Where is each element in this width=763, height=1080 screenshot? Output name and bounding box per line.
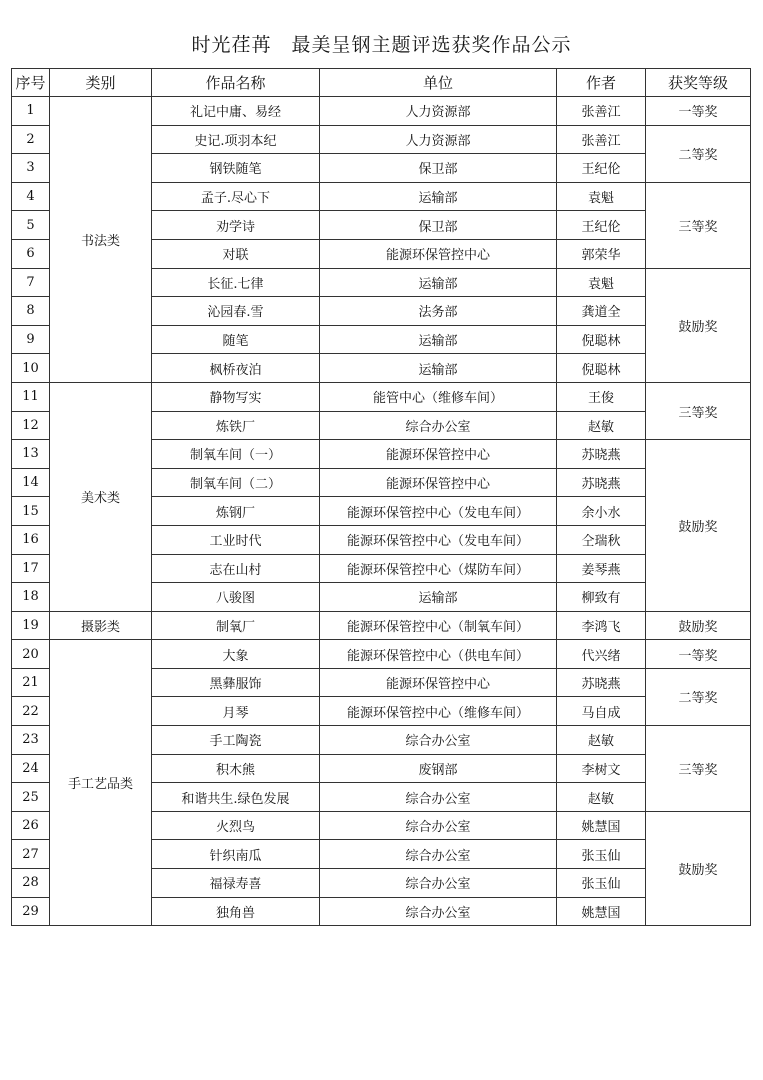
cell-work: 火烈鸟: [152, 811, 320, 840]
cell-unit: 综合办公室: [320, 840, 557, 869]
cell-author: 袁魁: [557, 182, 646, 211]
cell-work: 和谐共生.绿色发展: [152, 783, 320, 812]
cell-work: 福禄寿喜: [152, 869, 320, 898]
cell-author: 龚道全: [557, 297, 646, 326]
cell-work: 制氧车间（一）: [152, 440, 320, 469]
cell-unit: 运输部: [320, 354, 557, 383]
cell-work: 礼记中庸、易经: [152, 97, 320, 126]
cell-index: 29: [12, 897, 50, 926]
cell-index: 1: [12, 97, 50, 126]
cell-author: 张玉仙: [557, 869, 646, 898]
cell-work: 静物写实: [152, 382, 320, 411]
cell-index: 17: [12, 554, 50, 583]
cell-unit: 人力资源部: [320, 97, 557, 126]
header-author: 作者: [557, 69, 646, 97]
cell-unit: 能源环保管控中心（制氧车间）: [320, 611, 557, 640]
cell-work: 月琴: [152, 697, 320, 726]
cell-work: 工业时代: [152, 525, 320, 554]
cell-category: 美术类: [50, 382, 152, 611]
cell-unit: 人力资源部: [320, 125, 557, 154]
cell-author: 张玉仙: [557, 840, 646, 869]
cell-index: 3: [12, 154, 50, 183]
cell-work: 制氧车间（二）: [152, 468, 320, 497]
cell-unit: 能源环保管控中心: [320, 668, 557, 697]
table-row: [12, 640, 751, 669]
cell-unit: 综合办公室: [320, 897, 557, 926]
cell-work: 积木熊: [152, 754, 320, 783]
cell-category: 摄影类: [50, 611, 152, 640]
header-work: 作品名称: [152, 69, 320, 97]
cell-work: 手工陶瓷: [152, 726, 320, 755]
page-title: 时光荏苒 最美呈钢主题评选获奖作品公示: [191, 34, 572, 56]
cell-author: 柳致有: [557, 583, 646, 612]
cell-award: 鼓励奖: [646, 268, 751, 382]
cell-work: 大象: [152, 640, 320, 669]
cell-index: 23: [12, 726, 50, 755]
cell-author: 郭荣华: [557, 239, 646, 268]
cell-author: 张善江: [557, 125, 646, 154]
cell-index: 5: [12, 211, 50, 240]
cell-work: 炼铁厂: [152, 411, 320, 440]
cell-author: 王俊: [557, 382, 646, 411]
cell-award: 二等奖: [646, 668, 751, 725]
cell-work: 劝学诗: [152, 211, 320, 240]
cell-work: 随笔: [152, 325, 320, 354]
cell-index: 6: [12, 239, 50, 268]
cell-work: 针织南瓜: [152, 840, 320, 869]
cell-unit: 能源环保管控中心（供电车间）: [320, 640, 557, 669]
cell-index: 19: [12, 611, 50, 640]
cell-unit: 能源环保管控中心（发电车间）: [320, 525, 557, 554]
cell-author: 李树文: [557, 754, 646, 783]
cell-author: 仝瑞秋: [557, 525, 646, 554]
cell-unit: 综合办公室: [320, 411, 557, 440]
cell-index: 15: [12, 497, 50, 526]
cell-author: 苏晓燕: [557, 468, 646, 497]
cell-author: 张善江: [557, 97, 646, 126]
cell-award: 二等奖: [646, 125, 751, 182]
cell-author: 王纪伦: [557, 154, 646, 183]
cell-unit: 法务部: [320, 297, 557, 326]
cell-work: 黑彝服饰: [152, 668, 320, 697]
cell-index: 12: [12, 411, 50, 440]
cell-unit: 能管中心（维修车间）: [320, 382, 557, 411]
cell-unit: 运输部: [320, 268, 557, 297]
cell-unit: 运输部: [320, 325, 557, 354]
cell-author: 袁魁: [557, 268, 646, 297]
cell-work: 制氧厂: [152, 611, 320, 640]
cell-work: 志在山村: [152, 554, 320, 583]
cell-index: 18: [12, 583, 50, 612]
cell-author: 赵敏: [557, 726, 646, 755]
awards-table: [11, 68, 751, 926]
cell-index: 25: [12, 783, 50, 812]
cell-unit: 综合办公室: [320, 726, 557, 755]
cell-unit: 废钢部: [320, 754, 557, 783]
header-index: 序号: [12, 69, 50, 97]
cell-award: 一等奖: [646, 640, 751, 669]
table-row: [12, 611, 751, 640]
cell-work: 独角兽: [152, 897, 320, 926]
cell-unit: 能源环保管控中心（发电车间）: [320, 497, 557, 526]
cell-unit: 综合办公室: [320, 783, 557, 812]
cell-award: 三等奖: [646, 726, 751, 812]
cell-author: 代兴绪: [557, 640, 646, 669]
cell-unit: 能源环保管控中心（煤防车间）: [320, 554, 557, 583]
cell-author: 苏晓燕: [557, 440, 646, 469]
cell-award: 鼓励奖: [646, 811, 751, 925]
cell-unit: 能源环保管控中心（维修车间）: [320, 697, 557, 726]
cell-index: 4: [12, 182, 50, 211]
cell-author: 倪聪林: [557, 354, 646, 383]
cell-index: 2: [12, 125, 50, 154]
cell-index: 13: [12, 440, 50, 469]
cell-award: 三等奖: [646, 382, 751, 439]
cell-category: 手工艺品类: [50, 640, 152, 926]
cell-category: 书法类: [50, 97, 152, 383]
cell-work: 史记.项羽本纪: [152, 125, 320, 154]
cell-index: 21: [12, 668, 50, 697]
cell-work: 枫桥夜泊: [152, 354, 320, 383]
cell-award: 三等奖: [646, 182, 751, 268]
cell-award: 一等奖: [646, 97, 751, 126]
cell-author: 姚慧国: [557, 811, 646, 840]
cell-work: 长征.七律: [152, 268, 320, 297]
cell-unit: 综合办公室: [320, 869, 557, 898]
cell-work: 钢铁随笔: [152, 154, 320, 183]
cell-index: 16: [12, 525, 50, 554]
cell-work: 孟子.尽心下: [152, 182, 320, 211]
header-unit: 单位: [320, 69, 557, 97]
table-row: [12, 382, 751, 411]
cell-index: 26: [12, 811, 50, 840]
cell-unit: 运输部: [320, 182, 557, 211]
cell-author: 余小水: [557, 497, 646, 526]
cell-unit: 综合办公室: [320, 811, 557, 840]
cell-author: 倪聪林: [557, 325, 646, 354]
cell-unit: 运输部: [320, 583, 557, 612]
header-award: 获奖等级: [646, 69, 751, 97]
table-row: [12, 97, 751, 126]
cell-unit: 能源环保管控中心: [320, 239, 557, 268]
cell-index: 14: [12, 468, 50, 497]
cell-unit: 保卫部: [320, 211, 557, 240]
cell-index: 8: [12, 297, 50, 326]
cell-award: 鼓励奖: [646, 440, 751, 612]
cell-author: 赵敏: [557, 783, 646, 812]
cell-unit: 保卫部: [320, 154, 557, 183]
cell-index: 27: [12, 840, 50, 869]
cell-index: 7: [12, 268, 50, 297]
cell-author: 王纪伦: [557, 211, 646, 240]
cell-work: 对联: [152, 239, 320, 268]
cell-unit: 能源环保管控中心: [320, 440, 557, 469]
cell-index: 28: [12, 869, 50, 898]
cell-author: 赵敏: [557, 411, 646, 440]
cell-index: 22: [12, 697, 50, 726]
cell-index: 9: [12, 325, 50, 354]
cell-author: 姚慧国: [557, 897, 646, 926]
cell-author: 马自成: [557, 697, 646, 726]
cell-index: 24: [12, 754, 50, 783]
cell-unit: 能源环保管控中心: [320, 468, 557, 497]
cell-index: 10: [12, 354, 50, 383]
cell-work: 八骏图: [152, 583, 320, 612]
cell-award: 鼓励奖: [646, 611, 751, 640]
cell-index: 11: [12, 382, 50, 411]
table-header-row: [12, 69, 751, 97]
cell-author: 苏晓燕: [557, 668, 646, 697]
cell-work: 炼钢厂: [152, 497, 320, 526]
header-category: 类别: [50, 69, 152, 97]
cell-index: 20: [12, 640, 50, 669]
cell-work: 沁园春.雪: [152, 297, 320, 326]
cell-author: 姜琴燕: [557, 554, 646, 583]
cell-author: 李鸿飞: [557, 611, 646, 640]
